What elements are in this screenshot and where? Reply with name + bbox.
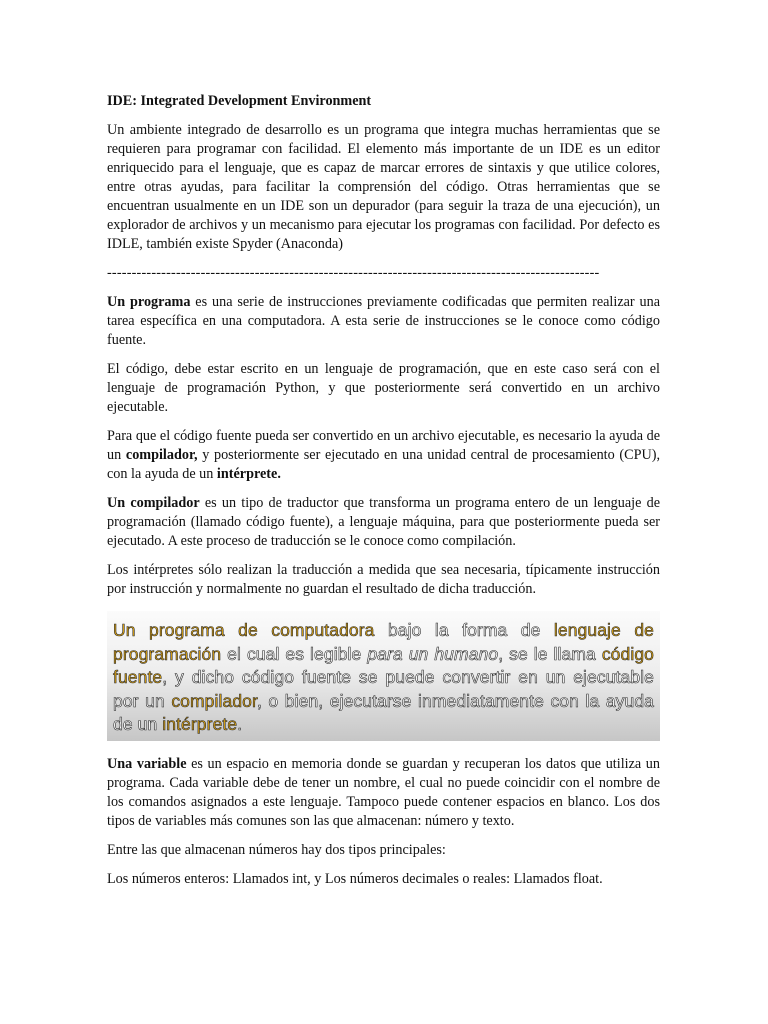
divider-line: ----------------------------------------------------------------------------------------------------	[107, 265, 600, 281]
paragraph-tipos: Entre las que almacenan números hay dos tipos principales:	[107, 842, 446, 858]
section-title: IDE: Integrated Development Environment	[107, 93, 372, 109]
callout-italic-humano: para un humano	[367, 643, 499, 664]
callout-text: bajo la forma de	[374, 620, 554, 640]
term-variable: Una variable	[107, 756, 187, 772]
document-body	[107, 92, 660, 899]
callout-highlight-codigo-fuente: código fuente	[113, 643, 654, 687]
paragraph-compilador-text: es un tipo de traductor que transforma un programa entero de un lenguaje de programación (llamado código fuente), a lenguaje máquina, para que posteriormente pueda ser ejecutado. A este proceso de traducción se le conoce como compilación.	[107, 495, 660, 549]
callout-text: , y dicho código fuente se puede convertir en un ejecutable por un	[113, 667, 654, 711]
paragraph-numeros: Los números enteros: Llamados int, y Los números decimales o reales: Llamados float.	[107, 871, 603, 887]
paragraph-interpretes: Los intérpretes sólo realizan la traducción a medida que sea necesaria, típicamente instrucción por instrucción y normalmente no guardan el resultado de dicha traducción.	[107, 562, 660, 597]
paragraph-ide: Un ambiente integrado de desarrollo es un programa que integra muchas herramientas que se requieren para programar con facilidad. El elemento más importante de un IDE es un editor enriquecido para el lenguaje, que es capaz de marcar errores de sintaxis y que utilice colores, entre otras ayudas, para facilitar la comprensión del código. Otras herramientas que se encuentran usualmente en un IDE son un depurador (para seguir la traza de una ejecución), un explorador de archivos y un mecanismo para ejecutar los programas con facilidad. Por defecto es IDLE, también existe Spyder (Anaconda)	[107, 122, 660, 252]
paragraph-codigo: El código, debe estar escrito en un lenguaje de programación, que en este caso será con el lenguaje de programación Python, y que posteriormente será convertido en un archivo ejecutable.	[107, 361, 660, 415]
term-compilador-inline: compilador,	[125, 447, 198, 463]
paragraph-variable-text: es un espacio en memoria donde se guardan y recuperan los datos que utiliza un programa. Cada variable debe de tener un nombre, el cual no puede coincidir con el nombre de los comandos asignados a este lenguaje. Tampoco puede contener espacios en blanco. Los dos tipos de variables más comunes son las que almacenan: número y texto.	[107, 756, 660, 829]
paragraph-variable	[107, 755, 660, 831]
paragraph-para-text-c: y posteriormente ser ejecutado en una unidad central de procesamiento (CPU), con la ayuda de un	[107, 447, 661, 482]
callout-highlight-interprete: intérprete	[162, 714, 238, 734]
callout-text: el cual es legible	[221, 643, 368, 664]
paragraph-para-text-a: Para que el código fuente pueda ser convertido en un archivo ejecutable, es necesario la ayuda de un	[107, 428, 660, 463]
term-interprete-inline: intérprete.	[216, 466, 281, 482]
callout-text: .	[237, 714, 243, 734]
paragraph-compilador-interprete	[107, 427, 660, 484]
callout-highlight-programa: Un programa de computadora	[113, 620, 375, 640]
paragraph-programa	[107, 293, 660, 350]
paragraph-compilador	[107, 494, 660, 551]
term-programa: Un programa	[107, 294, 191, 310]
paragraph-programa-text: es una serie de instrucciones previamente codificadas que permiten realizar una tarea específica en una computadora. A esta serie de instrucciones se le conoce como código fuente.	[107, 294, 660, 348]
callout-highlight-compilador: compilador	[171, 690, 257, 711]
callout-text: , o bien, ejecutarse inmediatamente con la ayuda de un	[113, 690, 655, 734]
callout-highlight-lenguaje: lenguaje de programación	[113, 620, 654, 664]
term-compilador: Un compilador	[107, 495, 200, 511]
callout-text: , se le llama	[498, 643, 602, 664]
definition-callout-image	[107, 611, 660, 741]
